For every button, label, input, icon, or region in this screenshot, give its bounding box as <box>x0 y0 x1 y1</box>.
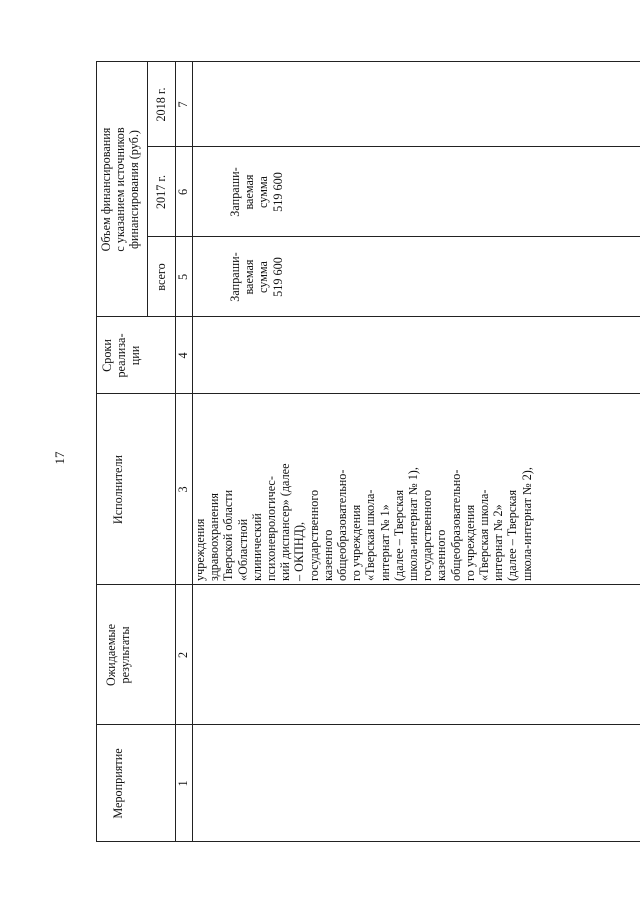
header-total: всего <box>154 263 168 291</box>
page-number: 17 <box>52 451 67 465</box>
table-header-rotated <box>96 62 192 842</box>
table-wrapper <box>96 62 192 842</box>
header-financing: Объем финансирования с указанием источников финансирования (руб.) <box>99 127 142 252</box>
header-executors: Исполнители <box>111 454 125 525</box>
col-number: 4 <box>176 352 190 359</box>
col-number: 7 <box>176 101 190 108</box>
header-activity: Мероприятие <box>111 748 125 819</box>
col-number: 3 <box>176 486 190 493</box>
header-2017: 2017 г. <box>154 174 168 210</box>
header-expected-results: Ожидаемые результаты <box>104 623 133 687</box>
table-body-rotated <box>192 62 640 842</box>
cell-2017: Запраши- ваемая сумма 519 600 <box>228 167 285 217</box>
header-deadlines: Сроки реализа- ции <box>100 333 143 378</box>
table-body-wrapper <box>192 62 640 842</box>
cell-executors: учреждения здравоохранения Тверской области «Областной клинический психоневрологичес- кий диспансер» (далее – ОКПНД), государственного казенного общеобразовательно- го учреждения «Тверская школа- интернат № 1» (далее – Тверская школа-интернат № 1), государственного казенного общеобразовательно- го учреждения «Тверская школа- интернат № 2» (далее – Тверская школа-интернат № 2), <box>193 463 534 581</box>
col-number: 6 <box>176 188 190 196</box>
col-number: 5 <box>176 273 190 281</box>
header-2018: 2018 г. <box>154 87 168 122</box>
cell-total: Запраши- ваемая сумма 519 600 <box>228 252 285 302</box>
col-number: 1 <box>176 780 190 787</box>
col-number: 2 <box>176 651 190 659</box>
